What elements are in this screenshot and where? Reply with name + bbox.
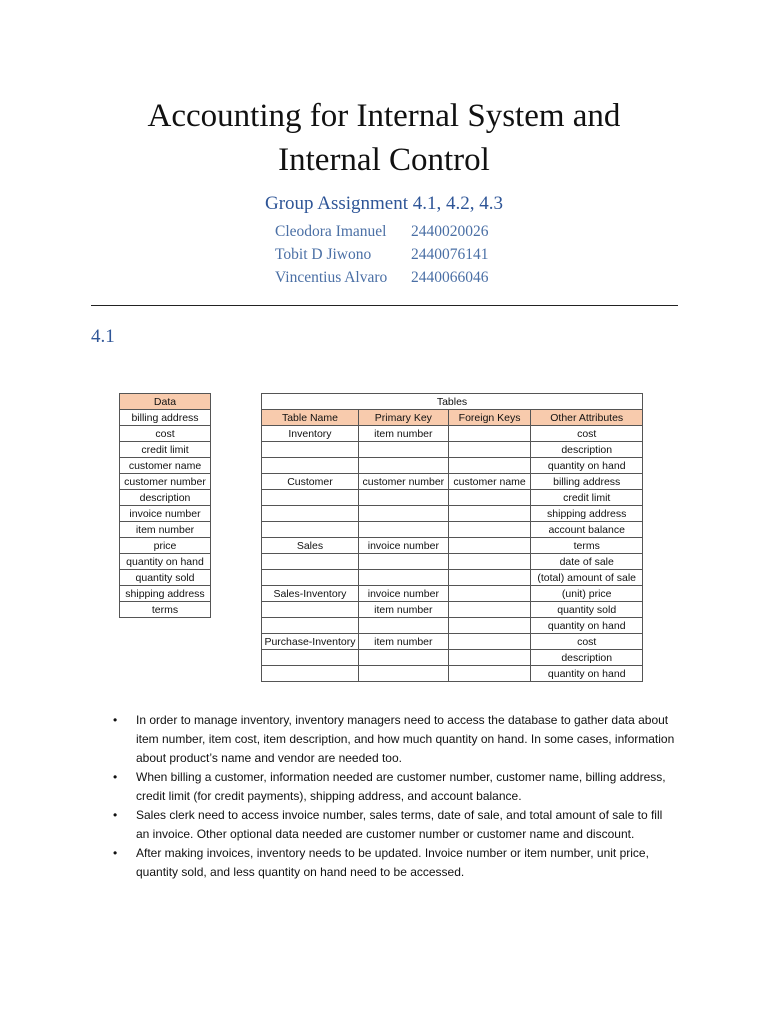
table-row xyxy=(120,506,211,522)
foreign-keys-cell xyxy=(448,442,531,458)
other-attributes-cell: quantity on hand xyxy=(531,666,643,682)
data-cell: invoice number xyxy=(120,506,211,522)
bullet-text: In order to manage inventory, inventory managers need to access the database to gather data about item number, item cost, item description, and how much quantity on hand. In some cases, information about product’s name and vendor are needed too. xyxy=(136,713,675,765)
table-name-cell: Sales xyxy=(262,538,359,554)
data-cell: quantity sold xyxy=(120,570,211,586)
table-row xyxy=(120,474,211,490)
table-row xyxy=(262,602,643,618)
document-title-line-2: Internal Control xyxy=(278,142,490,178)
member-id: 2440076141 xyxy=(411,246,489,263)
table-row xyxy=(262,426,643,442)
foreign-keys-cell xyxy=(448,458,531,474)
other-attributes-cell: (unit) price xyxy=(531,586,643,602)
foreign-keys-cell xyxy=(448,426,531,442)
table-name-cell xyxy=(262,666,359,682)
data-cell: description xyxy=(120,490,211,506)
primary-key-cell xyxy=(358,490,448,506)
bullet-icon: • xyxy=(113,770,118,784)
tables-table-body xyxy=(262,426,643,682)
foreign-keys-cell xyxy=(448,666,531,682)
table-row xyxy=(262,442,643,458)
section-heading: 4.1 xyxy=(91,326,115,347)
table-name-cell xyxy=(262,506,359,522)
foreign-keys-cell xyxy=(448,650,531,666)
member-name: Cleodora Imanuel xyxy=(275,223,387,240)
data-table-body xyxy=(120,410,211,618)
other-attributes-cell: (total) amount of sale xyxy=(531,570,643,586)
member-row xyxy=(275,243,489,266)
other-attributes-cell: shipping address xyxy=(531,506,643,522)
member-row xyxy=(275,220,489,243)
other-attributes-cell: date of sale xyxy=(531,554,643,570)
other-attributes-cell: description xyxy=(531,650,643,666)
foreign-keys-cell xyxy=(448,538,531,554)
other-attributes-cell: billing address xyxy=(531,474,643,490)
table-name-cell xyxy=(262,458,359,474)
table-name-cell: Inventory xyxy=(262,426,359,442)
data-cell: customer number xyxy=(120,474,211,490)
primary-key-cell: item number xyxy=(358,634,448,650)
data-table xyxy=(119,393,211,618)
member-name: Vincentius Alvaro xyxy=(275,269,388,286)
list-item xyxy=(111,711,676,768)
foreign-keys-cell xyxy=(448,522,531,538)
data-cell: terms xyxy=(120,602,211,618)
table-row xyxy=(120,586,211,602)
tables-table xyxy=(261,393,643,682)
data-cell: credit limit xyxy=(120,442,211,458)
foreign-keys-cell xyxy=(448,570,531,586)
primary-key-cell xyxy=(358,458,448,474)
table-row xyxy=(120,522,211,538)
primary-key-cell xyxy=(358,570,448,586)
table-row xyxy=(120,554,211,570)
list-item xyxy=(111,806,676,844)
member-id: 2440066046 xyxy=(411,269,489,286)
table-row xyxy=(262,490,643,506)
tables-table-title: Tables xyxy=(262,394,643,410)
primary-key-cell xyxy=(358,442,448,458)
other-attributes-cell: cost xyxy=(531,634,643,650)
table-row xyxy=(120,538,211,554)
data-cell: billing address xyxy=(120,410,211,426)
table-name-cell xyxy=(262,554,359,570)
other-attributes-cell: quantity on hand xyxy=(531,618,643,634)
table-row xyxy=(262,634,643,650)
table-name-cell xyxy=(262,490,359,506)
column-header-primary-key: Primary Key xyxy=(358,410,448,426)
other-attributes-cell: quantity sold xyxy=(531,602,643,618)
primary-key-cell xyxy=(358,650,448,666)
primary-key-cell xyxy=(358,522,448,538)
bullet-icon: • xyxy=(113,846,118,860)
column-header-table-name: Table Name xyxy=(262,410,359,426)
foreign-keys-cell xyxy=(448,618,531,634)
foreign-keys-cell xyxy=(448,554,531,570)
other-attributes-cell: description xyxy=(531,442,643,458)
table-row xyxy=(120,426,211,442)
foreign-keys-cell xyxy=(448,586,531,602)
bullet-text: When billing a customer, information needed are customer number, customer name, billing address, credit limit (for credit payments), shipping address, and account balance. xyxy=(136,770,666,803)
other-attributes-cell: cost xyxy=(531,426,643,442)
table-row xyxy=(262,474,643,490)
table-row xyxy=(120,410,211,426)
table-row xyxy=(120,570,211,586)
table-row xyxy=(262,458,643,474)
table-row xyxy=(120,602,211,618)
foreign-keys-cell xyxy=(448,490,531,506)
bullet-icon: • xyxy=(113,808,118,822)
member-id: 2440020026 xyxy=(411,223,489,240)
list-item xyxy=(111,844,676,882)
column-header-other-attributes: Other Attributes xyxy=(531,410,643,426)
bullet-list xyxy=(111,711,676,882)
table-row xyxy=(120,458,211,474)
foreign-keys-cell xyxy=(448,506,531,522)
primary-key-cell: invoice number xyxy=(358,538,448,554)
primary-key-cell xyxy=(358,554,448,570)
primary-key-cell xyxy=(358,666,448,682)
primary-key-cell: invoice number xyxy=(358,586,448,602)
table-row xyxy=(262,586,643,602)
table-row xyxy=(262,538,643,554)
foreign-keys-cell: customer name xyxy=(448,474,531,490)
table-row xyxy=(262,666,643,682)
other-attributes-cell: account balance xyxy=(531,522,643,538)
column-header-foreign-keys: Foreign Keys xyxy=(448,410,531,426)
member-row xyxy=(275,266,489,289)
horizontal-divider xyxy=(91,305,678,306)
data-cell: price xyxy=(120,538,211,554)
bullet-icon: • xyxy=(113,713,118,727)
table-name-cell xyxy=(262,442,359,458)
document-title xyxy=(0,94,768,182)
data-cell: shipping address xyxy=(120,586,211,602)
table-name-cell xyxy=(262,602,359,618)
document-title-line-1: Accounting for Internal System and xyxy=(147,98,621,134)
member-name: Tobit D Jiwono xyxy=(275,246,372,263)
data-cell: customer name xyxy=(120,458,211,474)
table-name-cell xyxy=(262,618,359,634)
table-row xyxy=(262,570,643,586)
primary-key-cell: item number xyxy=(358,426,448,442)
table-row xyxy=(262,506,643,522)
table-row xyxy=(120,442,211,458)
table-name-cell: Customer xyxy=(262,474,359,490)
table-name-cell xyxy=(262,522,359,538)
table-row xyxy=(120,490,211,506)
table-name-cell xyxy=(262,650,359,666)
foreign-keys-cell xyxy=(448,602,531,618)
table-name-cell: Sales-Inventory xyxy=(262,586,359,602)
primary-key-cell: item number xyxy=(358,602,448,618)
list-item xyxy=(111,768,676,806)
data-table-header: Data xyxy=(120,394,211,410)
bullet-text: After making invoices, inventory needs to be updated. Invoice number or item number, unit price, quantity sold, and less quantity on hand need to be accessed. xyxy=(136,846,649,879)
document-subtitle: Group Assignment 4.1, 4.2, 4.3 xyxy=(264,193,504,214)
data-cell: cost xyxy=(120,426,211,442)
member-list xyxy=(275,220,489,289)
table-row xyxy=(262,554,643,570)
table-name-cell xyxy=(262,570,359,586)
table-row xyxy=(262,618,643,634)
primary-key-cell: customer number xyxy=(358,474,448,490)
bullet-text: Sales clerk need to access invoice number, sales terms, date of sale, and total amount of sale to fill an invoice. Other optional data needed are customer number or customer name and discount. xyxy=(136,808,663,841)
table-row xyxy=(262,522,643,538)
other-attributes-cell: credit limit xyxy=(531,490,643,506)
other-attributes-cell: quantity on hand xyxy=(531,458,643,474)
other-attributes-cell: terms xyxy=(531,538,643,554)
table-row xyxy=(262,650,643,666)
data-cell: item number xyxy=(120,522,211,538)
foreign-keys-cell xyxy=(448,634,531,650)
primary-key-cell xyxy=(358,506,448,522)
table-name-cell: Purchase-Inventory xyxy=(262,634,359,650)
primary-key-cell xyxy=(358,618,448,634)
data-cell: quantity on hand xyxy=(120,554,211,570)
